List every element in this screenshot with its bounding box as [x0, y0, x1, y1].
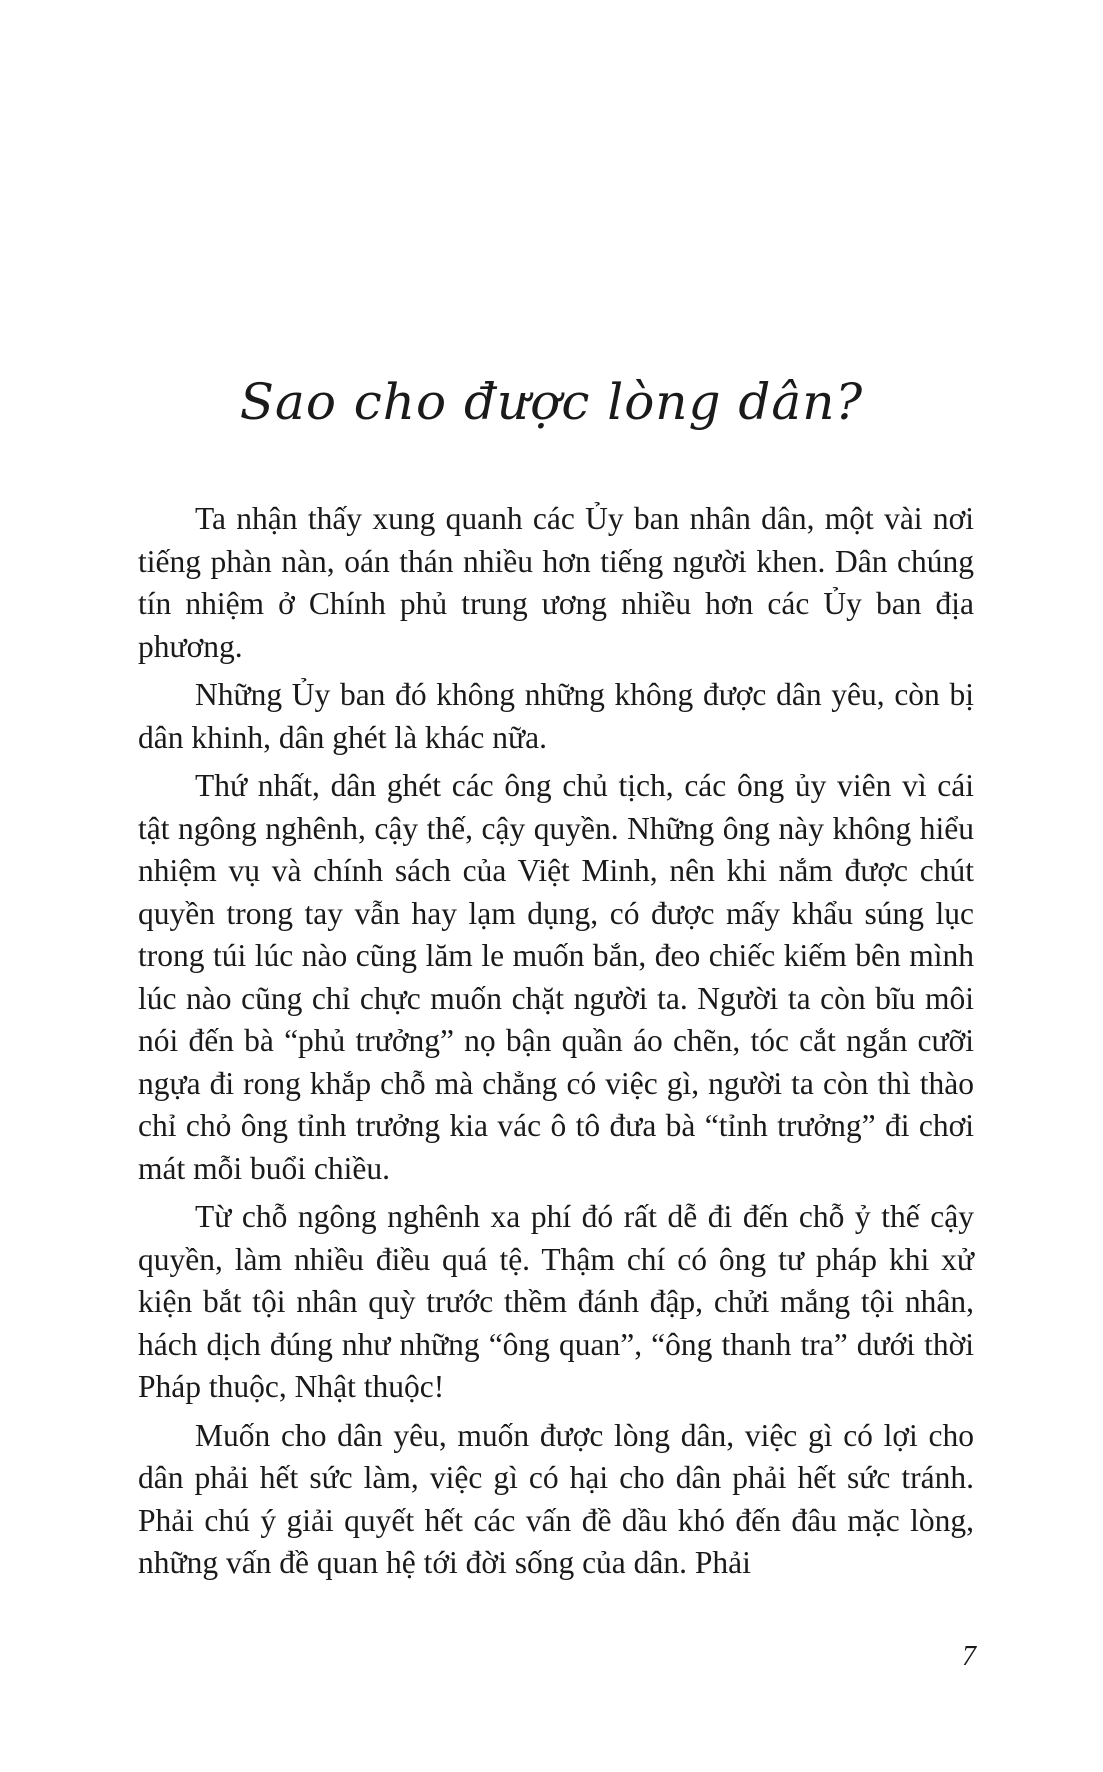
- body-text: [138, 498, 974, 1591]
- paragraph: Muốn cho dân yêu, muốn được lòng dân, việc gì có lợi cho dân phải hết sức làm, việc gì có hại cho dân phải hết sức tránh. Phải chú ý giải quyết hết các vấn đề dầu khó đến đâu mặc lòng, những vấn đề quan hệ tới đời sống của dân. Phải: [138, 1417, 974, 1580]
- paragraph: Ta nhận thấy xung quanh các Ủy ban nhân dân, một vài nơi tiếng phàn nàn, oán thán nhiều hơn tiếng người khen. Dân chúng tín nhiệm ở Chính phủ trung ương nhiều hơn các Ủy ban địa phương.: [138, 501, 974, 664]
- page-number: 7: [962, 1641, 976, 1672]
- paragraph: Những Ủy ban đó không những không được dân yêu, còn bị dân khinh, dân ghét là khác nữa.: [138, 677, 974, 755]
- chapter-title: Sao cho được lòng dân?: [239, 373, 864, 431]
- paragraph: Từ chỗ ngông nghênh xa phí đó rất dễ đi đến chỗ ỷ thế cậy quyền, làm nhiều điều quá tệ. Thậm chí có ông tư pháp khi xử kiện bắt tội nhân quỳ trước thềm đánh đập, chửi mắng tội nhân, hách dịch đúng như những “ông quan”, “ông thanh tra” dưới thời Pháp thuộc, Nhật thuộc!: [138, 1199, 974, 1404]
- paragraph: Thứ nhất, dân ghét các ông chủ tịch, các ông ủy viên vì cái tật ngông nghênh, cậy thế, cậy quyền. Những ông này không hiểu nhiệm vụ và chính sách của Việt Minh, nên khi nắm được chút quyền trong tay vẫn hay lạm dụng, có được mấy khẩu súng lục trong túi lúc nào cũng lăm le muốn bắn, đeo chiếc kiếm bên mình lúc nào cũng chỉ chực muốn chặt người ta. Người ta còn bĩu môi nói đến bà “phủ trưởng” nọ bận quần áo chẽn, tóc cắt ngắn cưỡi ngựa đi rong khắp chỗ mà chẳng có việc gì, người ta còn thì thào chỉ chỏ ông tỉnh trưởng kia vác ô tô đưa bà “tỉnh trưởng” đi chơi mát mỗi buổi chiều.: [138, 768, 974, 1186]
